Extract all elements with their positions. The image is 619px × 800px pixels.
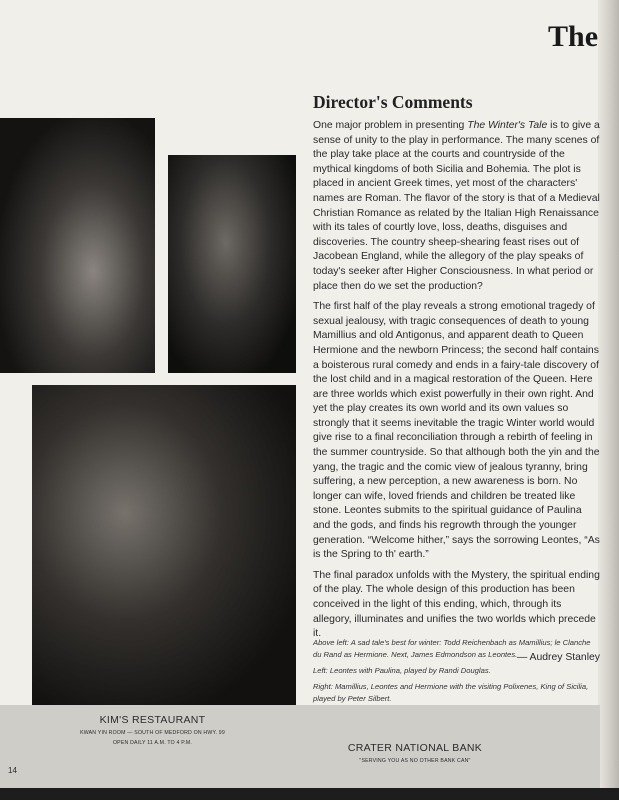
facing-page-title: The	[548, 20, 599, 53]
article	[313, 92, 600, 663]
text: One major problem in presenting	[313, 120, 468, 131]
caption: Right: Mamillius, Leontes and Hermione with the visiting Polixenes, King of Sicilia, played by Peter Silbert.	[313, 682, 589, 703]
article-heading: Director's Comments	[313, 92, 473, 112]
ad-kims-restaurant	[70, 714, 235, 746]
article-paragraph	[313, 119, 600, 294]
ad-title: CRATER NATIONAL BANK	[347, 742, 483, 754]
photo-leontes	[168, 155, 296, 373]
page-spine-shadow	[598, 0, 619, 800]
article-paragraph: The final paradox unfolds with the Mystery, the spiritual ending of the play. The whole design of this production has been conceived in the light of this ending, which, through its allegory, illuminates and unifies the two worlds which precede it.	[313, 569, 600, 640]
ad-line: KWAN YIN ROOM — SOUTH OF MEDFORD ON HWY. 99	[80, 730, 225, 736]
page-bottom-edge	[0, 788, 619, 800]
ad-title: KIM'S RESTAURANT	[99, 714, 206, 726]
text: is to give a sense of unity to the play in performance. The many scenes of the play take place at the courts and countryside of the mythical kingdoms of both Sicilia and Bohemia. The plot is placed in ancient Greek times, yet most of the characters' names are Roman. The flavor of the story is that of a Medieval Christian Romance as related by the Italian High Renaissance with its tales of courtly love, loss, deaths, disguises and discoveries. The country sheep-shearing feast rises out of Jacobean England, while the allegory of the play speaks of today's seeker after Higher Consciousness. In what period or place then do we set the production?	[313, 120, 600, 292]
signature: — Audrey Stanley	[516, 651, 600, 663]
photo-mamillius-hermione	[0, 118, 155, 373]
page-number: 14	[8, 766, 17, 775]
caption: Above left: A sad tale's best for winter: Todd Reichenbach as Mamillius; le Clanche du Rand as Hermione. Next, James Edmondson as Leontes.	[313, 638, 591, 659]
ad-crater-national-bank	[335, 742, 495, 764]
article-paragraph: The first half of the play reveals a strong emotional tragedy of sexual jealousy, with tragic consequences of death to young Mamillius and old Antigonus, and apparent death to Queen Hermione and the newborn Princess; the second half contains a boisterous rural comedy and ends in a fairy-tale discovery of the lost child and in a magical restoration of the Queen. Here are three worlds which exist powerfully in their own right. And yet the play creates its own world and its own values so strongly that it seems inevitable the tragic Winter world would give rise to a final reconciliation through a rebirth of feeling in the summer countryside. So that although both the yin and the yang, the tragic and the comic view of jealous tyranny, bring suffering, a new perception, a new awareness is born. No longer can wife, loved friends and children be treated like stone. Leontes submits to the spiritual guidance of Paulina and the gods, and finds his regrowth through the younger generation. “Welcome hither,” says the sorrowing Leontes, “As is the Spring to th' earth.”	[313, 301, 600, 561]
play-title: The Winter's Tale	[467, 120, 548, 131]
ad-line: OPEN DAILY 11 A.M. TO 4 P.M.	[112, 740, 193, 746]
photo-captions	[313, 637, 598, 709]
photo-leontes-paulina	[32, 385, 296, 705]
caption: Left: Leontes with Paulina, played by Randi Douglas.	[313, 666, 491, 675]
ad-line: "SERVING YOU AS NO OTHER BANK CAN"	[359, 758, 471, 764]
